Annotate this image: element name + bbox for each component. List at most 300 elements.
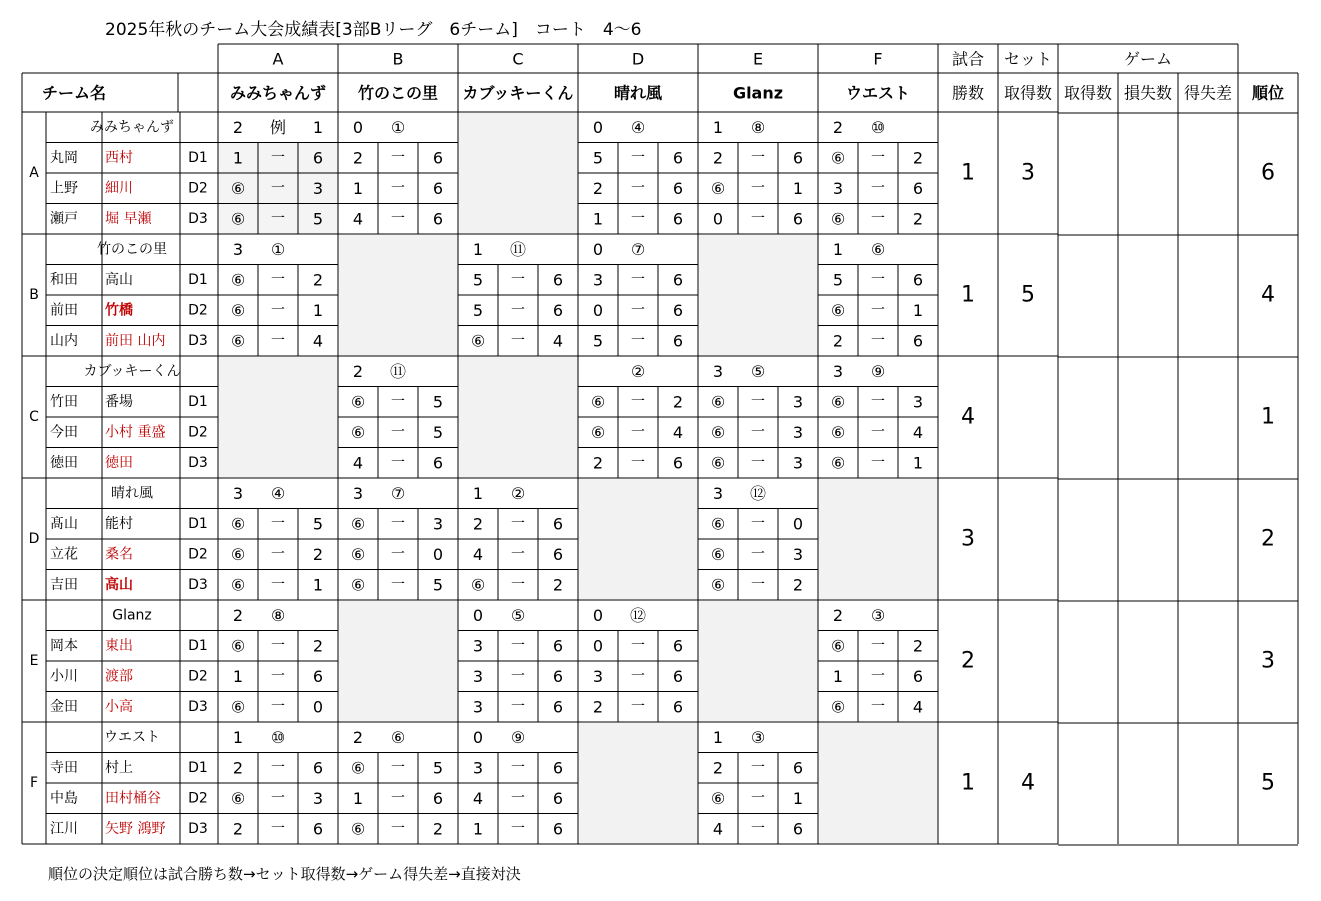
- match-sets-won: 1: [472, 239, 484, 259]
- blank-match-cell: [699, 235, 818, 355]
- match-sets-won: 3: [712, 361, 724, 381]
- score-dash: 一: [631, 454, 645, 471]
- match-header: 試合: [951, 49, 985, 69]
- score-dash: 一: [391, 759, 405, 776]
- score-dash: 一: [751, 393, 765, 410]
- column-team-name-c: カブッキーくん: [462, 83, 574, 103]
- row-team-name: みみちゃんず: [90, 119, 174, 136]
- game-score-opponent: 6: [552, 666, 564, 686]
- game-score-opponent: 2: [432, 819, 444, 839]
- player-1-name: 瀬戸: [50, 210, 78, 227]
- player-1-name: 岡本: [50, 637, 78, 654]
- game-score-opponent: 6: [312, 758, 324, 778]
- match-wins-value: 1: [961, 160, 975, 186]
- score-dash: 一: [511, 576, 525, 593]
- game-score-own: ⑥: [350, 819, 366, 839]
- column-letter-b: B: [392, 49, 404, 69]
- rank-value: 6: [1261, 160, 1275, 186]
- score-dash: 一: [391, 515, 405, 532]
- player-1-name: 徳田: [50, 454, 78, 471]
- player-2-name: 矢野 鴻野: [105, 820, 166, 837]
- match-sets-won: 2: [232, 117, 244, 137]
- game-score-opponent: 2: [912, 636, 924, 656]
- column-letter-f: F: [873, 49, 883, 69]
- game-score-opponent: 2: [672, 392, 684, 412]
- game-score-opponent: 3: [432, 514, 444, 534]
- match-sets-won: 0: [472, 605, 484, 625]
- row-letter-d: D: [28, 531, 40, 547]
- player-1-name: 立花: [50, 546, 78, 563]
- game-score-own: ⑥: [350, 514, 366, 534]
- player-2-name: 田村桶谷: [105, 790, 161, 807]
- rank-header: 順位: [1251, 83, 1285, 103]
- game-score-own: 2: [592, 453, 604, 473]
- match-sets-won: 0: [592, 605, 604, 625]
- doubles-label: D2: [188, 180, 208, 197]
- doubles-label: D2: [188, 668, 208, 685]
- score-dash: 一: [511, 820, 525, 837]
- game-score-opponent: 6: [912, 178, 924, 198]
- blank-match-cell: [219, 357, 338, 477]
- doubles-label: D3: [188, 576, 208, 593]
- game-score-own: 5: [472, 270, 484, 290]
- game-score-own: ⑥: [230, 575, 246, 595]
- game-score-own: ⑥: [350, 422, 366, 442]
- game-score-opponent: 6: [912, 331, 924, 351]
- score-dash: 一: [271, 790, 285, 807]
- score-dash: 一: [871, 393, 885, 410]
- game-sub-header-2: 損失数: [1123, 83, 1173, 103]
- game-score-own: ⑥: [590, 392, 606, 412]
- column-letter-d: D: [631, 49, 645, 69]
- game-score-own: 4: [352, 209, 364, 229]
- game-score-opponent: 0: [432, 544, 444, 564]
- row-team-name: カブッキーくん: [83, 363, 181, 380]
- game-score-own: 0: [592, 636, 604, 656]
- game-score-own: ⑥: [710, 422, 726, 442]
- game-score-own: 4: [472, 544, 484, 564]
- row-letter-f: F: [29, 775, 39, 791]
- score-dash: 一: [871, 149, 885, 166]
- score-dash: 一: [631, 698, 645, 715]
- player-1-name: 竹田: [50, 393, 78, 410]
- match-sets-won: 1: [232, 727, 244, 747]
- game-score-opponent: 2: [312, 636, 324, 656]
- game-score-opponent: 6: [552, 270, 564, 290]
- player-2-name: 徳田: [105, 454, 133, 471]
- sets-won-value: 3: [1021, 160, 1035, 186]
- game-score-opponent: 5: [312, 514, 324, 534]
- set-won-header: 取得数: [1003, 83, 1053, 103]
- score-dash: 一: [631, 393, 645, 410]
- player-2-name: 小高: [105, 698, 133, 715]
- doubles-label: D2: [188, 302, 208, 319]
- game-score-opponent: 6: [312, 819, 324, 839]
- score-dash: 一: [511, 332, 525, 349]
- match-order-number: ⑩: [870, 117, 886, 137]
- score-dash: 一: [631, 424, 645, 441]
- game-score-opponent: 6: [552, 544, 564, 564]
- score-dash: 一: [511, 698, 525, 715]
- game-score-own: ⑥: [710, 514, 726, 534]
- score-dash: 一: [271, 668, 285, 685]
- game-score-own: 5: [832, 270, 844, 290]
- score-dash: 一: [271, 332, 285, 349]
- game-score-own: ⑥: [230, 544, 246, 564]
- match-order-number: ⑦: [390, 483, 406, 503]
- game-score-opponent: 6: [432, 453, 444, 473]
- match-order-number: ⑩: [270, 727, 286, 747]
- game-score-own: 1: [472, 819, 484, 839]
- game-score-own: ⑥: [470, 575, 486, 595]
- game-score-own: 1: [232, 148, 244, 168]
- example-sets-lost: 1: [312, 117, 324, 137]
- game-score-own: 3: [472, 758, 484, 778]
- set-header: セット: [1003, 49, 1053, 69]
- match-wins-value: 2: [961, 648, 975, 674]
- column-letter-a: A: [272, 49, 284, 69]
- player-1-name: 吉田: [50, 576, 78, 593]
- game-score-opponent: 4: [912, 697, 924, 717]
- player-1-name: 江川: [50, 820, 78, 837]
- column-team-name-a: みみちゃんず: [229, 83, 327, 103]
- game-score-opponent: 6: [552, 758, 564, 778]
- game-score-own: ⑥: [830, 148, 846, 168]
- game-score-own: 3: [592, 666, 604, 686]
- game-score-own: 3: [832, 178, 844, 198]
- score-dash: 一: [271, 637, 285, 654]
- game-score-opponent: 6: [792, 148, 804, 168]
- game-score-opponent: 6: [912, 270, 924, 290]
- game-score-own: 2: [592, 697, 604, 717]
- game-header: ゲーム: [1123, 49, 1173, 69]
- game-score-own: ⑥: [830, 636, 846, 656]
- game-score-opponent: 6: [792, 209, 804, 229]
- score-dash: 一: [871, 637, 885, 654]
- game-score-opponent: 6: [552, 514, 564, 534]
- game-score-opponent: 6: [792, 758, 804, 778]
- game-score-own: ⑥: [230, 178, 246, 198]
- player-2-name: 高山: [105, 576, 133, 593]
- game-score-own: ⑥: [230, 636, 246, 656]
- match-order-number: ⑨: [870, 361, 886, 381]
- match-sets-won: 1: [472, 483, 484, 503]
- score-dash: 一: [271, 698, 285, 715]
- game-score-opponent: 3: [312, 788, 324, 808]
- doubles-label: D1: [188, 637, 208, 654]
- score-dash: 一: [511, 759, 525, 776]
- player-2-name: 東出: [105, 637, 133, 654]
- game-score-own: 5: [472, 300, 484, 320]
- match-sets-won: 3: [352, 483, 364, 503]
- match-sets-won: 3: [712, 483, 724, 503]
- match-wins-value: 1: [961, 770, 975, 796]
- game-score-opponent: 1: [912, 300, 924, 320]
- game-score-opponent: 6: [792, 819, 804, 839]
- score-dash: 一: [871, 698, 885, 715]
- doubles-label: D3: [188, 332, 208, 349]
- game-score-opponent: 1: [312, 575, 324, 595]
- game-score-own: ⑥: [710, 453, 726, 473]
- match-order-number: ⑥: [390, 727, 406, 747]
- game-score-own: 1: [352, 788, 364, 808]
- game-score-own: 3: [472, 666, 484, 686]
- game-score-own: 2: [592, 178, 604, 198]
- match-wins-header: 勝数: [951, 83, 985, 103]
- game-sub-header-3: 得失差: [1183, 83, 1233, 103]
- game-score-opponent: 4: [912, 422, 924, 442]
- score-dash: 一: [271, 302, 285, 319]
- match-order-number: ⑤: [510, 605, 526, 625]
- match-order-number: ④: [270, 483, 286, 503]
- match-wins-value: 4: [961, 404, 975, 430]
- match-order-number: ①: [270, 239, 286, 259]
- game-score-opponent: 5: [432, 758, 444, 778]
- score-dash: 一: [391, 210, 405, 227]
- footnote: 順位の決定順位は試合勝ち数→セット取得数→ゲーム得失差→直接対決: [48, 865, 521, 883]
- match-wins-value: 3: [961, 526, 975, 552]
- match-sets-won: 2: [352, 361, 364, 381]
- example-mark: 例: [269, 117, 287, 137]
- game-score-opponent: 6: [552, 788, 564, 808]
- game-score-opponent: 6: [912, 666, 924, 686]
- match-sets-won: 1: [712, 117, 724, 137]
- player-2-name: 堀 早瀬: [105, 210, 152, 227]
- game-score-opponent: 6: [672, 300, 684, 320]
- game-score-opponent: 6: [552, 819, 564, 839]
- page-title: 2025年秋のチーム大会成績表[3部Bリーグ 6チーム] コート 4〜6: [105, 20, 642, 40]
- game-score-own: ⑥: [830, 422, 846, 442]
- score-dash: 一: [511, 637, 525, 654]
- game-score-opponent: 6: [432, 178, 444, 198]
- game-score-opponent: 3: [312, 178, 324, 198]
- blank-match-cell: [459, 113, 578, 233]
- game-score-opponent: 0: [792, 514, 804, 534]
- doubles-label: D2: [188, 546, 208, 563]
- score-dash: 一: [631, 271, 645, 288]
- game-score-own: 3: [592, 270, 604, 290]
- doubles-label: D1: [188, 515, 208, 532]
- column-letter-e: E: [752, 49, 764, 69]
- game-score-opponent: 1: [792, 178, 804, 198]
- doubles-label: D3: [188, 698, 208, 715]
- rank-value: 1: [1261, 404, 1275, 430]
- game-score-opponent: 4: [552, 331, 564, 351]
- game-score-opponent: 5: [432, 392, 444, 412]
- match-sets-won: 3: [832, 361, 844, 381]
- doubles-label: D1: [188, 271, 208, 288]
- game-score-own: ⑥: [830, 300, 846, 320]
- game-score-own: 2: [832, 331, 844, 351]
- match-sets-won: 3: [232, 239, 244, 259]
- score-dash: 一: [511, 668, 525, 685]
- doubles-label: D3: [188, 210, 208, 227]
- row-team-name: 晴れ風: [111, 485, 153, 502]
- player-1-name: 寺田: [50, 759, 78, 776]
- rank-value: 5: [1261, 770, 1275, 796]
- match-sets-won: 2: [832, 605, 844, 625]
- column-team-name-f: ウエスト: [845, 83, 911, 103]
- game-score-own: ⑥: [350, 758, 366, 778]
- player-2-name: 細川: [105, 180, 133, 197]
- player-1-name: 金田: [50, 698, 78, 715]
- column-letter-c: C: [512, 49, 524, 69]
- game-score-own: 3: [472, 697, 484, 717]
- game-score-opponent: 3: [792, 422, 804, 442]
- game-score-own: ⑥: [350, 544, 366, 564]
- score-dash: 一: [511, 515, 525, 532]
- game-score-opponent: 6: [432, 209, 444, 229]
- player-1-name: 小川: [50, 668, 78, 685]
- match-order-number: ②: [510, 483, 526, 503]
- game-score-opponent: 0: [312, 697, 324, 717]
- score-dash: 一: [391, 790, 405, 807]
- player-1-name: 前田: [50, 302, 78, 319]
- sets-won-value: 4: [1021, 770, 1035, 796]
- game-score-own: 2: [712, 148, 724, 168]
- score-dash: 一: [391, 820, 405, 837]
- row-letter-e: E: [29, 653, 39, 669]
- match-order-number: ③: [870, 605, 886, 625]
- row-team-name: Glanz: [112, 607, 152, 624]
- player-1-name: 丸岡: [50, 149, 78, 166]
- game-score-own: ⑥: [230, 270, 246, 290]
- score-dash: 一: [871, 271, 885, 288]
- game-score-opponent: 6: [672, 270, 684, 290]
- doubles-label: D1: [188, 149, 208, 166]
- column-team-name-b: 竹のこの里: [357, 83, 439, 103]
- game-score-opponent: 2: [552, 575, 564, 595]
- match-order-number: ⑧: [270, 605, 286, 625]
- match-sets-won: 1: [832, 239, 844, 259]
- score-dash: 一: [271, 149, 285, 166]
- game-score-opponent: 6: [672, 209, 684, 229]
- game-score-opponent: 6: [672, 666, 684, 686]
- blank-match-cell: [579, 479, 698, 599]
- score-dash: 一: [511, 546, 525, 563]
- score-dash: 一: [271, 210, 285, 227]
- score-dash: 一: [391, 424, 405, 441]
- game-score-opponent: 2: [312, 544, 324, 564]
- game-score-opponent: 4: [312, 331, 324, 351]
- player-2-name: 番場: [105, 393, 133, 410]
- game-score-own: ⑥: [710, 788, 726, 808]
- game-score-own: ⑥: [830, 453, 846, 473]
- doubles-label: D3: [188, 454, 208, 471]
- game-score-opponent: 3: [912, 392, 924, 412]
- game-score-opponent: 5: [432, 575, 444, 595]
- match-order-number: ②: [630, 361, 646, 381]
- score-dash: 一: [391, 546, 405, 563]
- game-score-opponent: 6: [672, 148, 684, 168]
- game-score-own: ⑥: [830, 392, 846, 412]
- match-sets-won: 1: [712, 727, 724, 747]
- game-score-own: 2: [712, 758, 724, 778]
- game-score-own: 2: [472, 514, 484, 534]
- game-score-opponent: 2: [912, 148, 924, 168]
- game-score-opponent: 6: [672, 331, 684, 351]
- score-dash: 一: [271, 759, 285, 776]
- match-sets-won: 2: [352, 727, 364, 747]
- game-score-opponent: 2: [312, 270, 324, 290]
- game-score-own: ⑥: [230, 697, 246, 717]
- score-dash: 一: [871, 302, 885, 319]
- score-dash: 一: [871, 424, 885, 441]
- score-dash: 一: [751, 210, 765, 227]
- game-score-own: 5: [592, 331, 604, 351]
- match-order-number: ⑨: [510, 727, 526, 747]
- game-score-own: 0: [712, 209, 724, 229]
- game-score-opponent: 4: [672, 422, 684, 442]
- row-letter-b: B: [29, 287, 39, 303]
- game-score-opponent: 3: [792, 392, 804, 412]
- game-score-opponent: 6: [672, 178, 684, 198]
- game-score-own: ⑥: [230, 331, 246, 351]
- score-dash: 一: [871, 180, 885, 197]
- player-1-name: 和田: [50, 271, 78, 288]
- game-score-opponent: 3: [792, 544, 804, 564]
- score-dash: 一: [751, 790, 765, 807]
- player-2-name: 竹橋: [105, 302, 133, 319]
- match-sets-won: 0: [352, 117, 364, 137]
- score-dash: 一: [511, 790, 525, 807]
- game-score-own: ⑥: [230, 514, 246, 534]
- score-dash: 一: [271, 271, 285, 288]
- score-dash: 一: [391, 180, 405, 197]
- score-dash: 一: [271, 546, 285, 563]
- match-order-number: ⑪: [509, 239, 527, 259]
- row-letter-c: C: [29, 409, 39, 425]
- game-score-opponent: 3: [792, 453, 804, 473]
- score-dash: 一: [631, 149, 645, 166]
- game-score-opponent: 6: [672, 453, 684, 473]
- player-1-name: 上野: [50, 180, 78, 197]
- match-sets-won: 0: [472, 727, 484, 747]
- game-score-own: 2: [352, 148, 364, 168]
- player-2-name: 前田 山内: [105, 332, 166, 349]
- game-score-own: ⑥: [830, 209, 846, 229]
- match-order-number: ⑧: [750, 117, 766, 137]
- rank-value: 2: [1261, 526, 1275, 552]
- game-score-own: 5: [592, 148, 604, 168]
- match-sets-won: 0: [592, 117, 604, 137]
- blank-match-cell: [819, 479, 938, 599]
- game-score-opponent: 6: [552, 300, 564, 320]
- player-2-name: 村上: [105, 759, 133, 776]
- game-score-opponent: 1: [312, 300, 324, 320]
- blank-match-cell: [819, 723, 938, 843]
- score-dash: 一: [751, 820, 765, 837]
- row-team-name: 竹のこの里: [97, 241, 167, 258]
- rank-value: 4: [1261, 282, 1275, 308]
- score-dash: 一: [391, 393, 405, 410]
- game-score-opponent: 6: [552, 636, 564, 656]
- game-score-opponent: 1: [912, 453, 924, 473]
- game-score-own: 4: [472, 788, 484, 808]
- score-dash: 一: [751, 759, 765, 776]
- blank-match-cell: [459, 357, 578, 477]
- doubles-label: D2: [188, 790, 208, 807]
- player-1-name: 今田: [50, 424, 78, 441]
- match-order-number: ③: [750, 727, 766, 747]
- game-score-own: 2: [232, 819, 244, 839]
- score-dash: 一: [511, 271, 525, 288]
- player-1-name: 髙山: [50, 515, 78, 532]
- game-score-own: ⑥: [230, 209, 246, 229]
- score-dash: 一: [271, 820, 285, 837]
- match-sets-won: 0: [592, 239, 604, 259]
- rank-value: 3: [1261, 648, 1275, 674]
